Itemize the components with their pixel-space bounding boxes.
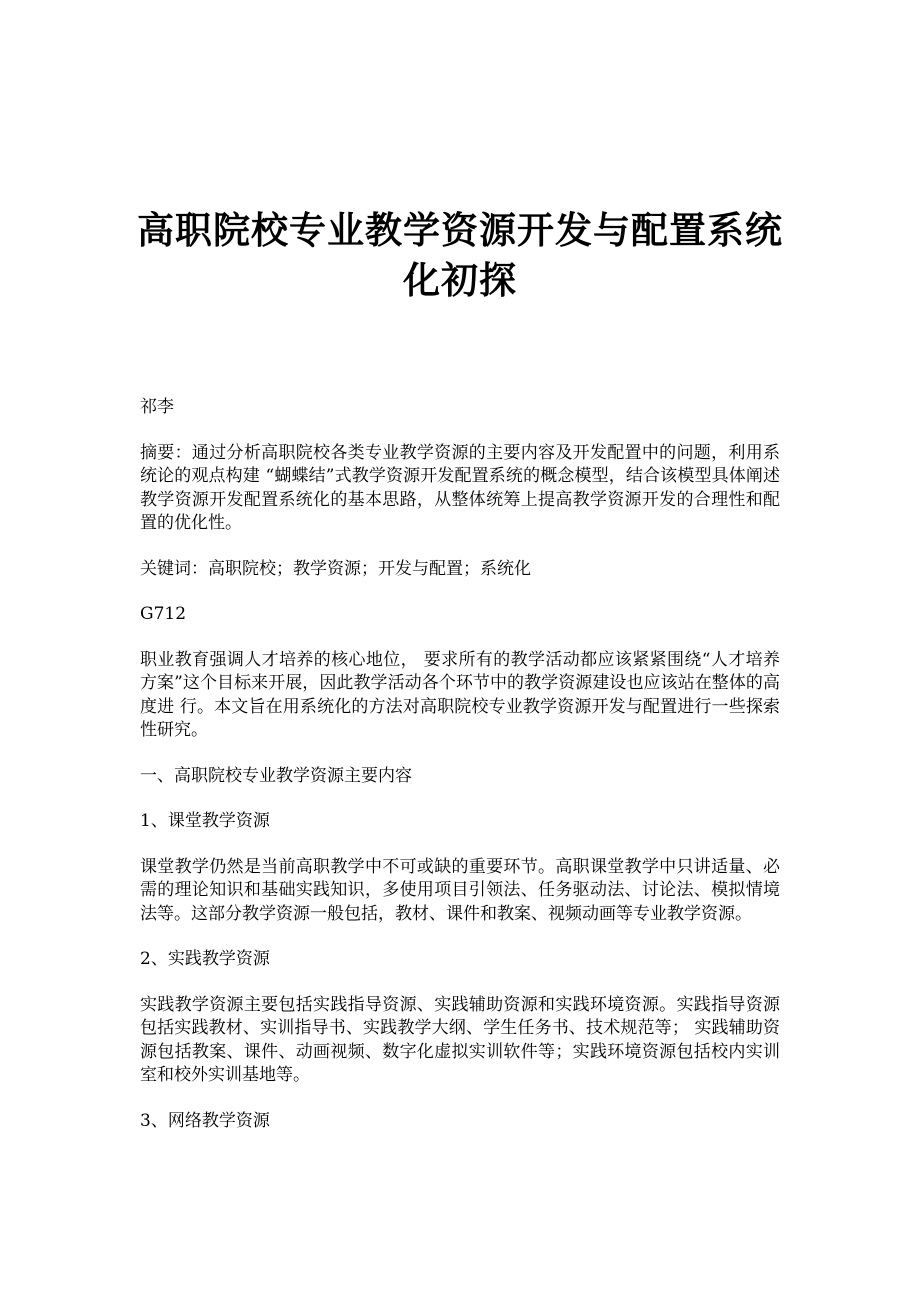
abstract: 摘要：通过分析高职院校各类专业教学资源的主要内容及开发配置中的问题，利用系统论的观点构建 “蝴蝶结”式教学资源开发配置系统的概念模型，结合该模型具体阐述教学资源开发配置系统化的基本思路，从整体统筹上提高教学资源开发的合理性和配置的优化性。 xyxy=(140,442,780,533)
subsection-heading-2: 2、实践教学资源 xyxy=(140,949,270,969)
title-line-1: 高职院校专业教学资源开发与配置系统 xyxy=(137,207,783,252)
subsection-heading-1: 1、课堂教学资源 xyxy=(140,811,270,831)
document-title xyxy=(100,205,820,305)
classification-code: G712 xyxy=(140,604,187,624)
keywords: 关键词：高职院校；教学资源；开发与配置；系统化 xyxy=(140,558,531,579)
subsection-text-1: 课堂教学仍然是当前高职教学中不可或缺的重要环节。高职课堂教学中只讲适量、必需的理论知识和基础实践知识，多使用项目引领法、任务驱动法、讨论法、模拟情境法等。这部分教学资源一般包括，教材、课件和教案、视频动画等专业教学资源。 xyxy=(140,856,780,924)
subsection-heading-3: 3、网络教学资源 xyxy=(140,1110,270,1131)
document-body xyxy=(140,396,780,1155)
author: 祁李 xyxy=(140,397,174,417)
subsection-text-2: 实践教学资源主要包括实践指导资源、实践辅助资源和实践环境资源。实践指导资源包括实践教材、实训指导书、实践教学大纲、学生任务书、技术规范等； 实践辅助资源包括教案、课件、动画视频、数字化虚拟实训软件等；实践环境资源包括校内实训室和校外实训基地等。 xyxy=(140,994,780,1085)
intro-paragraph: 职业教育强调人才培养的核心地位， 要求所有的教学活动都应该紧紧围绕“人才培养方案”这个目标来开展，因此教学活动各个环节中的教学资源建设也应该站在整体的高度进 行。本文旨在用系统化的方法对高职院校专业教学资源开发与配置进行一些探索性研究。 xyxy=(140,649,780,740)
title-line-2: 化初探 xyxy=(403,257,517,302)
section-heading-1: 一、高职院校专业教学资源主要内容 xyxy=(140,765,412,786)
